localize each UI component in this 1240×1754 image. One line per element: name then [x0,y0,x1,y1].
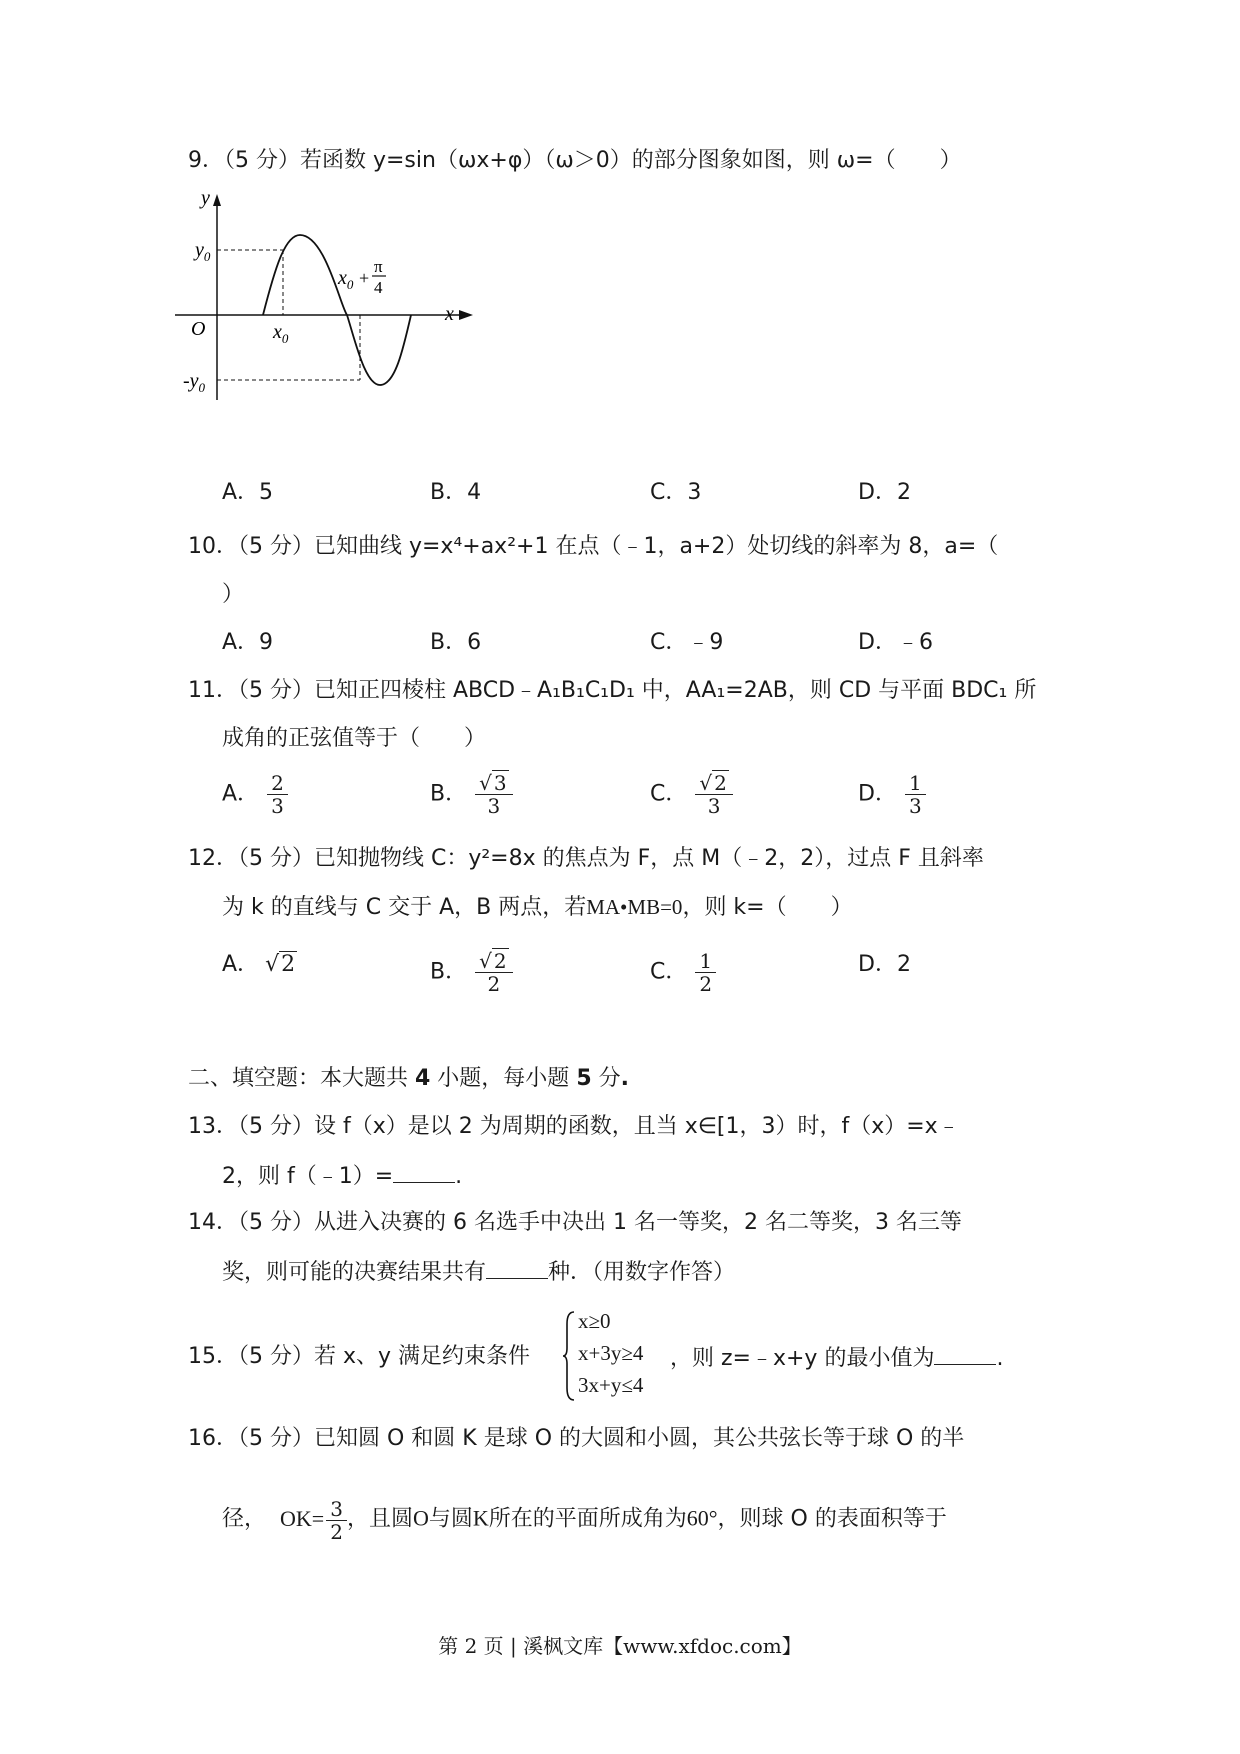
answer-blank[interactable] [934,1342,996,1365]
q10-option-a[interactable]: A．9 [222,630,274,655]
vector-dot-product: MA•MB=0 [586,895,683,919]
x-label: x [445,303,454,325]
section2-heading: 二、填空题：本大题共 4 小题，每小题 5 分. [188,1066,629,1091]
q15-brace [562,1310,576,1402]
neg-y0-label: $-y_0$ [183,370,206,395]
q16-line2: 径， OK= $\frac{3}{2}$ ，且圆O与圆K所在的平面所成角为60°，则球 O 的表面积等于 [222,1497,947,1544]
q11-option-d[interactable]: D． $\frac{1}{3}$ [858,772,926,817]
fraction: $\frac{√ 3}{3}$ [475,772,512,817]
fraction: $\frac{√ 2}{2}$ [475,950,512,995]
q14-line1: 14．（5 分）从进入决赛的 6 名选手中决出 1 名一等奖，2 名二等奖，3 名三等 [188,1210,962,1235]
q10-option-c[interactable]: C．﹣9 [650,630,724,655]
y0-label: $y_0$ [195,239,211,264]
sine-curve [263,235,411,385]
q10-option-b[interactable]: B．6 [430,630,482,655]
x0-plus-pi4-label [337,257,386,297]
q11-option-c[interactable]: C． $\frac{√ 2}{3}$ [650,772,733,817]
answer-blank[interactable] [393,1160,455,1183]
q15-suffix: ，则 z=﹣x+y 的最小值为 . [670,1342,1003,1374]
q11-line2: 成角的正弦值等于（ ） [222,726,487,751]
svg-text:4: 4 [374,278,383,297]
svg-text:+: + [359,268,370,288]
page-footer: 第 2 页 | 溪枫文库【www.xfdoc.com】 [438,1634,802,1658]
fraction: $\frac{√ 2}{3}$ [695,772,732,817]
ok-expression: OK= $\frac{3}{2}$ [280,1506,347,1531]
q11-line1: 11．（5 分）已知正四棱柱 ABCD﹣A₁B₁C₁D₁ 中，AA₁=2AB，则 CD 与平面 BDC₁ 所 [188,678,1037,703]
q13-line2: 2，则 f（﹣1）= . [222,1160,462,1192]
q9-sine-graph [175,190,495,420]
q15-prefix: 15．（5 分）若 x、y 满足约束条件 [188,1344,531,1369]
q12-option-c[interactable]: C． $\frac{1}{2}$ [650,950,716,995]
q15-constraint-2: x+3y≥4 [578,1341,644,1365]
q10-line2: ） [222,582,245,607]
q12-line2: 为 k 的直线与 C 交于 A，B 两点，若MA•MB=0，则 k=（ ） [222,895,853,920]
q10-line1: 10．（5 分）已知曲线 y=x⁴+ax²+1 在点（﹣1，a+2）处切线的斜率为 8，a=（ [188,534,999,559]
q9-option-c[interactable]: C．3 [650,480,702,505]
y-label: y [201,190,210,209]
q15-constraint-1: x≥0 [578,1309,611,1333]
fraction: $\frac{2}{3}$ [267,772,288,817]
q11-option-b[interactable]: B． $\frac{√ 3}{3}$ [430,772,513,817]
q12-option-a[interactable]: A． √2 [222,952,296,977]
origin-label: O [191,318,206,340]
q12-line1: 12．（5 分）已知抛物线 C：y²=8x 的焦点为 F，点 M（﹣2，2），过点 F 且斜率 [188,846,984,871]
fraction: $\frac{1}{2}$ [695,950,716,995]
q16-line1: 16．（5 分）已知圆 O 和圆 K 是球 O 的大圆和小圆，其公共弦长等于球 O 的半 [188,1426,965,1451]
q9-stem: 9．（5 分）若函数 y=sin（ωx+φ）（ω＞0）的部分图象如图，则 ω=（ ） [188,148,962,173]
svg-text:π: π [374,257,383,276]
q9-option-d[interactable]: D．2 [858,480,911,505]
fraction: $\frac{1}{3}$ [905,772,926,817]
x0-label: $x_0$ [273,321,289,346]
answer-blank[interactable] [486,1256,548,1279]
q15-constraint-3: 3x+y≤4 [578,1373,644,1397]
q14-line2: 奖，则可能的决赛结果共有 种．（用数字作答） [222,1256,735,1288]
q12-option-b[interactable]: B． $\frac{√ 2}{2}$ [430,950,513,995]
y-axis-arrow [213,194,221,206]
q13-line1: 13．（5 分）设 f（x）是以 2 为周期的函数，且当 x∈[1，3）时，f（x）=x﹣ [188,1114,960,1139]
q10-option-d[interactable]: D．﹣6 [858,630,933,655]
q9-option-a[interactable]: A．5 [222,480,274,505]
q11-option-a[interactable]: A． $\frac{2}{3}$ [222,772,288,817]
q9-option-b[interactable]: B．4 [430,480,482,505]
svg-text:x0: $x_0$ [338,267,354,292]
x-axis-arrow [459,310,473,320]
q12-option-d[interactable]: D．2 [858,952,911,977]
